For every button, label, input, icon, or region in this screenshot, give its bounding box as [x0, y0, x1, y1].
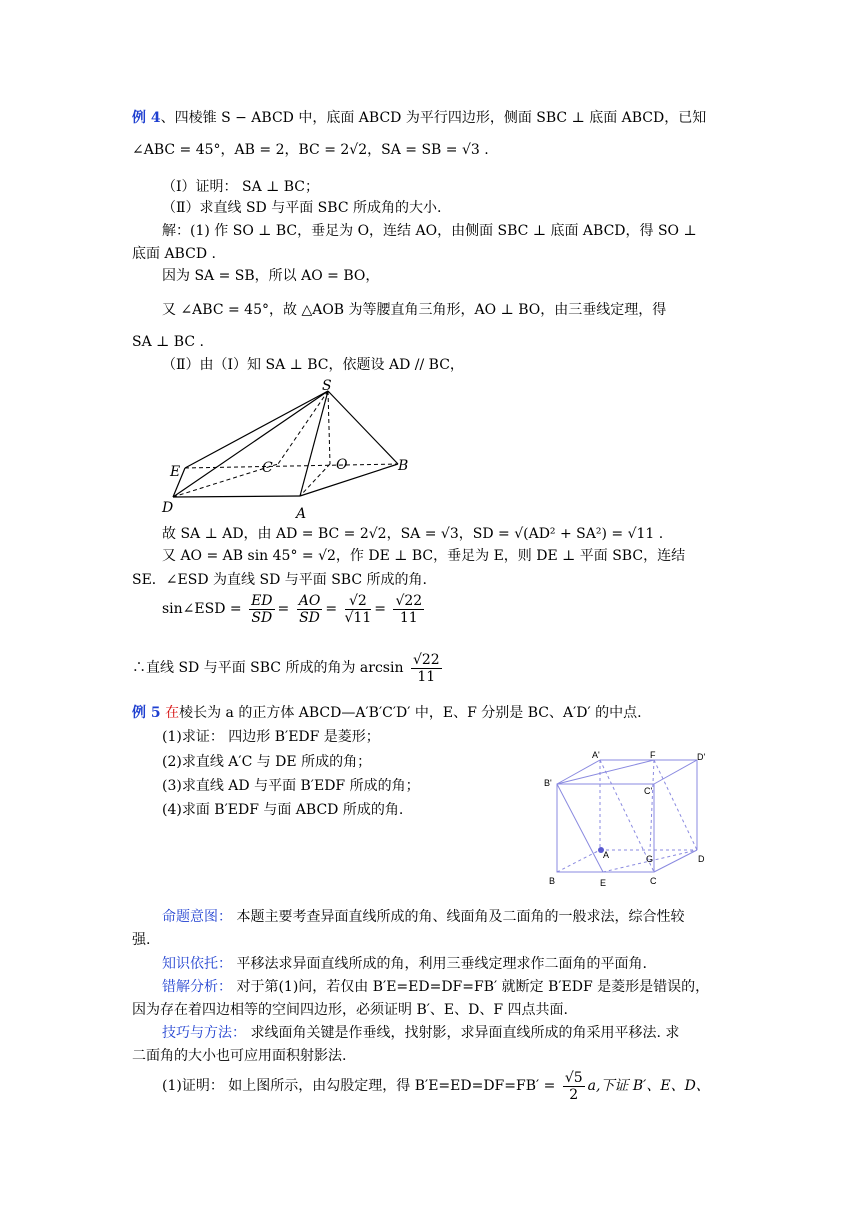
label-F: F: [650, 750, 656, 760]
ex5-basis: [162, 954, 647, 974]
label-A: A: [296, 506, 307, 522]
edge-C-D: [654, 850, 697, 872]
edge-SB: [328, 391, 398, 464]
conclusion-text: ∴直线 SD 与平面 SBC 所成的角为 arcsin: [132, 660, 404, 676]
ex5-intro: [132, 703, 642, 723]
sin-lhs: sin∠ESD =: [162, 601, 242, 617]
error-label: 错解分析：: [162, 979, 232, 995]
label-D: D: [698, 854, 705, 864]
ex5-error-analysis: [162, 977, 709, 997]
ex5-intro-text: 棱长为 a 的正方体 ABCD—A′B′C′D′ 中，E、F 分别是 BC、A′D′ 的中点.: [179, 705, 642, 721]
intent-label: 命题意图：: [162, 909, 232, 925]
ex4-solution-line8: 又 AO = AB sin 45° = √2，作 DE ⊥ BC，垂足为 E，则 DE ⊥ 平面 SBC，连结: [162, 548, 686, 564]
ex4-intro-a: 、四棱锥 S − ABCD 中，底面 ABCD 为平行四边形，侧面 SBC ⊥ 底面 ABCD，已知: [160, 110, 707, 126]
ex4-question-1: （Ⅰ）证明： SA ⊥ BC；: [162, 179, 320, 195]
ex5-technique: [162, 1023, 679, 1043]
ex4-solution-line3: 因为 SA = SB，所以 AO = BO，: [162, 268, 380, 284]
ex5-question-4: (4)求面 B′EDF 与面 ABCD 所成的角.: [162, 802, 404, 818]
label-A: A: [603, 850, 610, 860]
ex4-sine-equation: sin∠ESD = $\frac{ED}{SD}$ = $\frac{AO}{SD}$ = $\frac{√2}{√11}$ = $\frac{√22}{11}$: [162, 592, 423, 626]
ex4-intro-line1: [132, 108, 706, 128]
label-G: G: [646, 854, 654, 864]
edge-EB-hidden: [185, 464, 398, 468]
ex5-intent-cont: 强.: [132, 932, 151, 948]
fraction-ED-SD: $\frac{ED}{SD}$: [251, 592, 273, 626]
proof-text-right: a,下证 B′、E、D、: [587, 1078, 710, 1094]
label-D: D: [162, 500, 174, 516]
error-text: 对于第(1)问，若仅由 B′E=ED=DF=FB′ 就断定 B′EDF 是菱形是错误的，: [232, 979, 710, 995]
ex4-solution-line1: 解：(1) 作 SO ⊥ BC，垂足为 O，连结 AO，由侧面 SBC ⊥ 底面 ABCD，得 SO ⊥: [162, 223, 697, 239]
label-C: C: [650, 876, 657, 886]
fraction-root2-root11: $\frac{√2}{√11}$: [344, 592, 372, 626]
label-E: E: [170, 464, 181, 480]
fraction-AO-SD: $\frac{AO}{SD}$: [298, 592, 321, 626]
basis-text: 平移法求异面直线所成的角，利用三垂线定理求作二面角的平面角.: [232, 956, 647, 972]
technique-text: 求线面角关键是作垂线，找射影，求异面直线所成的角采用平移法. 求: [246, 1025, 680, 1041]
ex4-solution-line4: 又 ∠ABC = 45°，故 △AOB 为等腰直角三角形，AO ⊥ BO，由三垂线定理，得: [162, 302, 667, 318]
intent-text: 本题主要考查异面直线所成的角、线面角及二面角的一般求法，综合性较: [232, 909, 685, 925]
ex4-label: 例 4: [132, 110, 161, 126]
fraction-root22-11: $\frac{√22}{11}$: [395, 592, 423, 626]
label-E: E: [600, 878, 607, 888]
fraction-root5-2: $\frac{√5}{2}$: [564, 1069, 583, 1103]
label-C1: C': [644, 786, 653, 796]
label-D1: D': [697, 752, 706, 762]
label-A1: A': [592, 750, 600, 760]
ex4-solution-line9: SE．∠ESD 为直线 SD 与平面 SBC 所成的角.: [132, 572, 427, 588]
edge-SO-hidden: [328, 391, 330, 464]
label-S: S: [322, 378, 332, 394]
ex5-intent: [162, 907, 684, 927]
edge-SE: [185, 391, 328, 468]
ex5-error-cont: 因为存在着四边相等的空间四边形，必须证明 B′、E、D、F 四点共面.: [132, 1002, 568, 1018]
ex5-lead: 在: [165, 705, 180, 721]
ex4-solution-line2: 底面 ABCD .: [132, 246, 216, 262]
edge-F-G-hidden: [650, 760, 654, 850]
technique-label: 技巧与方法：: [162, 1025, 246, 1041]
ex5-proof-line: [162, 1068, 710, 1104]
edge-C1-D1: [654, 760, 697, 784]
ex4-solution-line5: SA ⊥ BC .: [132, 334, 204, 350]
edge-B1-E: [557, 784, 603, 872]
edge-B1-A1: [557, 760, 600, 784]
label-C: C: [262, 460, 273, 476]
label-B1: B': [544, 778, 552, 788]
label-B: B: [398, 458, 409, 474]
ex4-question-2: （Ⅱ）求直线 SD 与平面 SBC 所成角的大小.: [162, 200, 442, 216]
edge-DA: [173, 496, 300, 497]
basis-label: 知识依托：: [162, 956, 232, 972]
cube-figure: [540, 748, 725, 890]
pyramid-figure: [160, 376, 420, 522]
edge-SD: [173, 391, 328, 497]
ex4-conclusion: [132, 650, 445, 686]
ex5-question-2: (2)求直线 A′C 与 DE 所成的角；: [162, 754, 372, 770]
ex4-intro-line2: ∠ABC = 45°，AB = 2，BC = 2√2，SA = SB = √3 .: [132, 142, 489, 158]
ex5-question-3: (3)求直线 AD 与平面 B′EDF 所成的角；: [162, 778, 420, 794]
label-O: O: [336, 457, 348, 473]
proof-text-left: (1)证明： 如上图所示，由勾股定理，得 B′E=ED=DF=FB′ =: [162, 1078, 556, 1094]
ex5-label: 例 5: [132, 705, 161, 721]
ex4-solution-line7: 故 SA ⊥ AD，由 AD = BC = 2√2，SA = √3，SD = √(AD² + SA²) = √11 .: [162, 526, 664, 542]
fraction-arcsin-arg: $\frac{√22}{11}$: [412, 651, 440, 685]
ex4-solution-line6: （Ⅱ）由（Ⅰ）知 SA ⊥ BC，依题设 AD // BC，: [162, 357, 464, 373]
edge-SC-hidden: [278, 391, 328, 464]
ex5-question-1: (1)求证： 四边形 B′EDF 是菱形；: [162, 729, 380, 745]
label-B: B: [549, 876, 556, 886]
ex5-technique-cont: 二面角的大小也可应用面积射影法.: [132, 1048, 347, 1064]
edge-F-D-hidden: [654, 760, 697, 850]
